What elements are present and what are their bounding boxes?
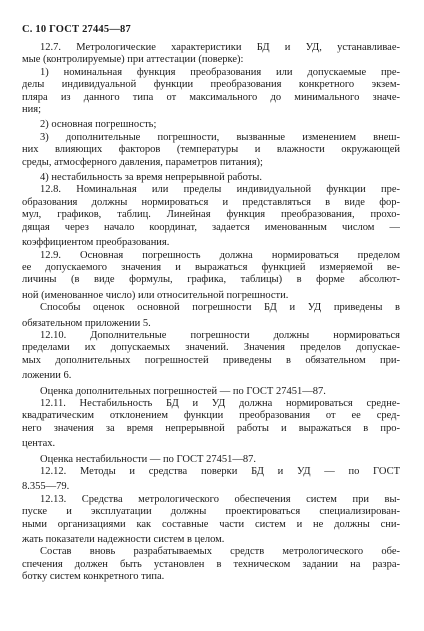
text-line: спечения должен быть установлен в техническом задании на разра- <box>22 558 400 570</box>
text-line: ной (именованное число) или относительной погрешности. <box>22 289 289 301</box>
text-line: 4) нестабильность за время непрерывной работы. <box>40 172 262 184</box>
text-line: них влияющих факторов (температуры и влажности окружающей <box>22 144 400 156</box>
text-line: ния; <box>22 104 41 116</box>
text-line: 12.7. Метрологические характеристики БД и УД, устанавливае- <box>40 42 400 53</box>
text-line: образования должны нормироваться и представляться в виде фор- <box>22 196 400 208</box>
text-line: центах. <box>22 438 56 450</box>
page-header: С. 10 ГОСТ 27445—87 <box>22 24 131 35</box>
text-line: ботку систем конкретного типа. <box>22 571 165 583</box>
text-line: Оценка дополнительных погрешностей — по ГОСТ 27451—87. <box>40 385 326 397</box>
text-line: пуске и эксплуатации должны проектироваться специализирован- <box>22 506 400 518</box>
text-line: обязательном приложении 5. <box>22 317 151 329</box>
document-body <box>22 42 400 584</box>
text-line: дящая через начало координат, задается именованным числом — <box>22 221 400 233</box>
text-line: ложении 6. <box>22 370 72 382</box>
text-line: квадратическим отклонением функции преобразования от ее сред- <box>22 410 400 422</box>
text-line: ее допускаемого значения и выражаться функцией измеряемой ве- <box>22 261 400 273</box>
text-line: коэффициентом преобразования. <box>22 237 170 249</box>
text-line: Состав вновь разрабатываемых средств метрологического обе- <box>40 546 400 558</box>
text-line: Способы оценок основной погрешности БД и УД приведены в <box>40 302 400 314</box>
text-line: 12.8. Номинальная или пределы индивидуальной функции пре- <box>40 184 400 196</box>
text-line: пляра из данного типа от максимального до минимального значе- <box>22 91 400 103</box>
text-line: 3) дополнительные погрешности, вызванные изменением внеш- <box>40 131 400 143</box>
text-line: 12.10. Дополнительные погрешности должны нормироваться <box>40 329 400 341</box>
text-line: 2) основная погрешность; <box>40 119 157 131</box>
text-line: делы индивидуальной функции преобразования конкретного экзем- <box>22 79 400 91</box>
text-line: среды, атмосферного давления, параметров питания); <box>22 156 263 168</box>
text-line: пределами их допускаемых значений. Значения пределов допускае- <box>22 342 400 354</box>
text-line: 12.13. Средства метрологического обеспечения систем при вы- <box>40 493 400 505</box>
text-line: него значения за время непрерывной работы и выражаться в про- <box>22 422 400 434</box>
text-line: 12.11. Нестабильность БД и УД должна нормироваться средне- <box>40 397 400 409</box>
text-line: 12.12. Методы и средства поверки БД и УД — по ГОСТ <box>40 466 400 477</box>
text-line: ными организациями как составные части систем и не должны сни- <box>22 518 400 530</box>
text-line: жать показатели надежности систем в целом. <box>22 534 225 546</box>
text-line: мых дополнительных погрешностей приведены в обязательном при- <box>22 354 400 366</box>
text-line: мые (контролируемые) при аттестации (поверке): <box>22 54 244 66</box>
text-line: Оценка нестабильности — по ГОСТ 27451—87. <box>40 453 256 465</box>
text-line: 1) номинальная функция преобразования или допускаемые пре- <box>40 66 400 78</box>
text-line: 12.9. Основная погрешность должна нормироваться пределом <box>40 249 400 261</box>
text-line: 8.355—79. <box>22 481 70 493</box>
text-line: личины (в виде формулы, графика, таблицы) в форме абсолют- <box>22 274 400 286</box>
text-line: мул, графиков, таблиц. Линейная функция преобразования, прохо- <box>22 209 400 221</box>
